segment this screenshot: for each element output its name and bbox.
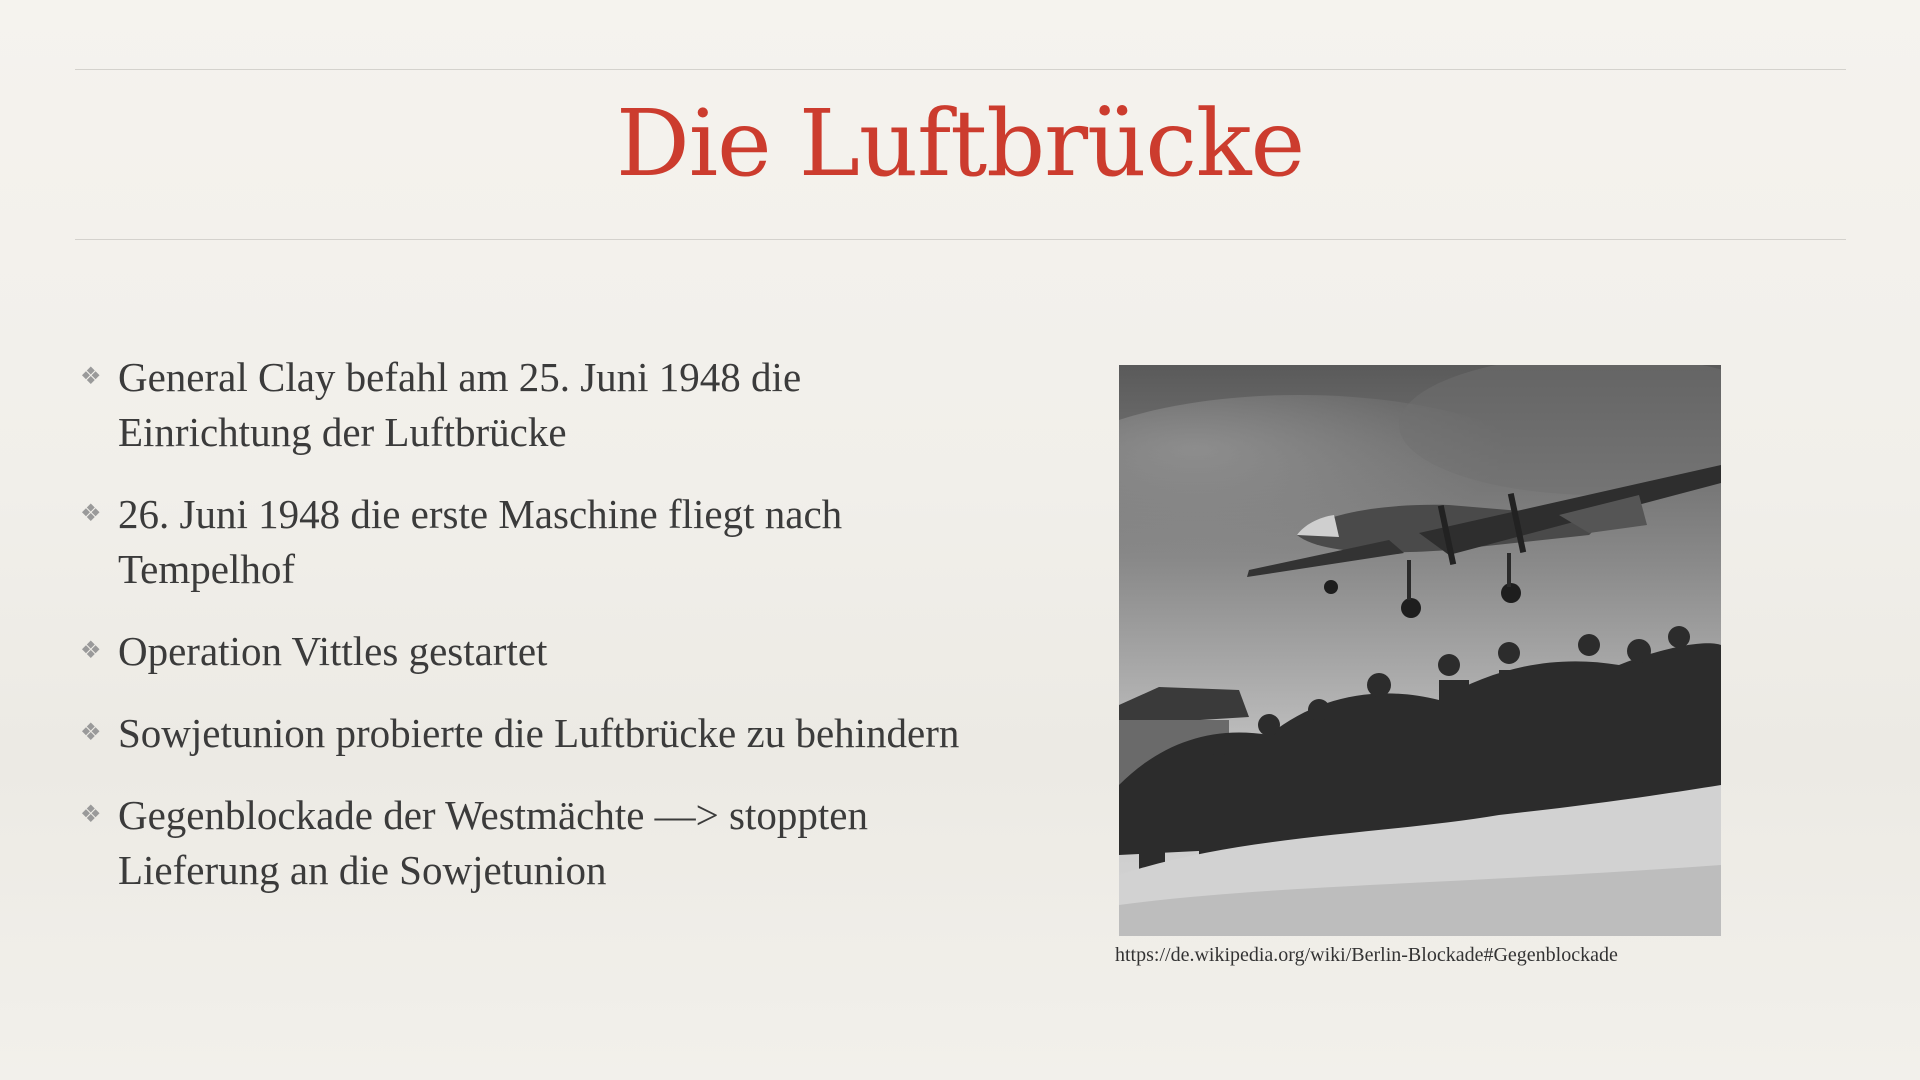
diamond-bullet-icon: ❖ xyxy=(80,364,102,390)
diamond-bullet-icon: ❖ xyxy=(80,501,102,527)
title-divider xyxy=(75,239,1846,240)
bullet-text: General Clay befahl am 25. Juni 1948 die Einrichtung der Luftbrücke xyxy=(118,354,802,455)
diamond-bullet-icon: ❖ xyxy=(80,638,102,664)
bullet-text: Sowjetunion probierte die Luftbrücke zu behindern xyxy=(118,710,960,756)
bullet-item xyxy=(80,350,980,460)
bullet-item xyxy=(80,624,980,679)
bullet-text: Operation Vittles gestartet xyxy=(118,628,548,674)
top-divider xyxy=(75,69,1846,70)
diamond-bullet-icon: ❖ xyxy=(80,720,102,746)
bullet-text: 26. Juni 1948 die erste Maschine fliegt nach Tempelhof xyxy=(118,491,843,592)
bullet-list xyxy=(80,350,980,925)
bullet-item xyxy=(80,487,980,597)
diamond-bullet-icon: ❖ xyxy=(80,802,102,828)
bullet-item xyxy=(80,706,980,761)
airlift-photo xyxy=(1119,365,1721,936)
bullet-item xyxy=(80,788,980,898)
slide-title: Die Luftbrücke xyxy=(615,90,1305,197)
bullet-text: Gegenblockade der Westmächte —> stoppten Lieferung an die Sowjetunion xyxy=(118,792,868,893)
image-source-caption: https://de.wikipedia.org/wiki/Berlin-Blockade#Gegenblockade xyxy=(1115,944,1618,966)
